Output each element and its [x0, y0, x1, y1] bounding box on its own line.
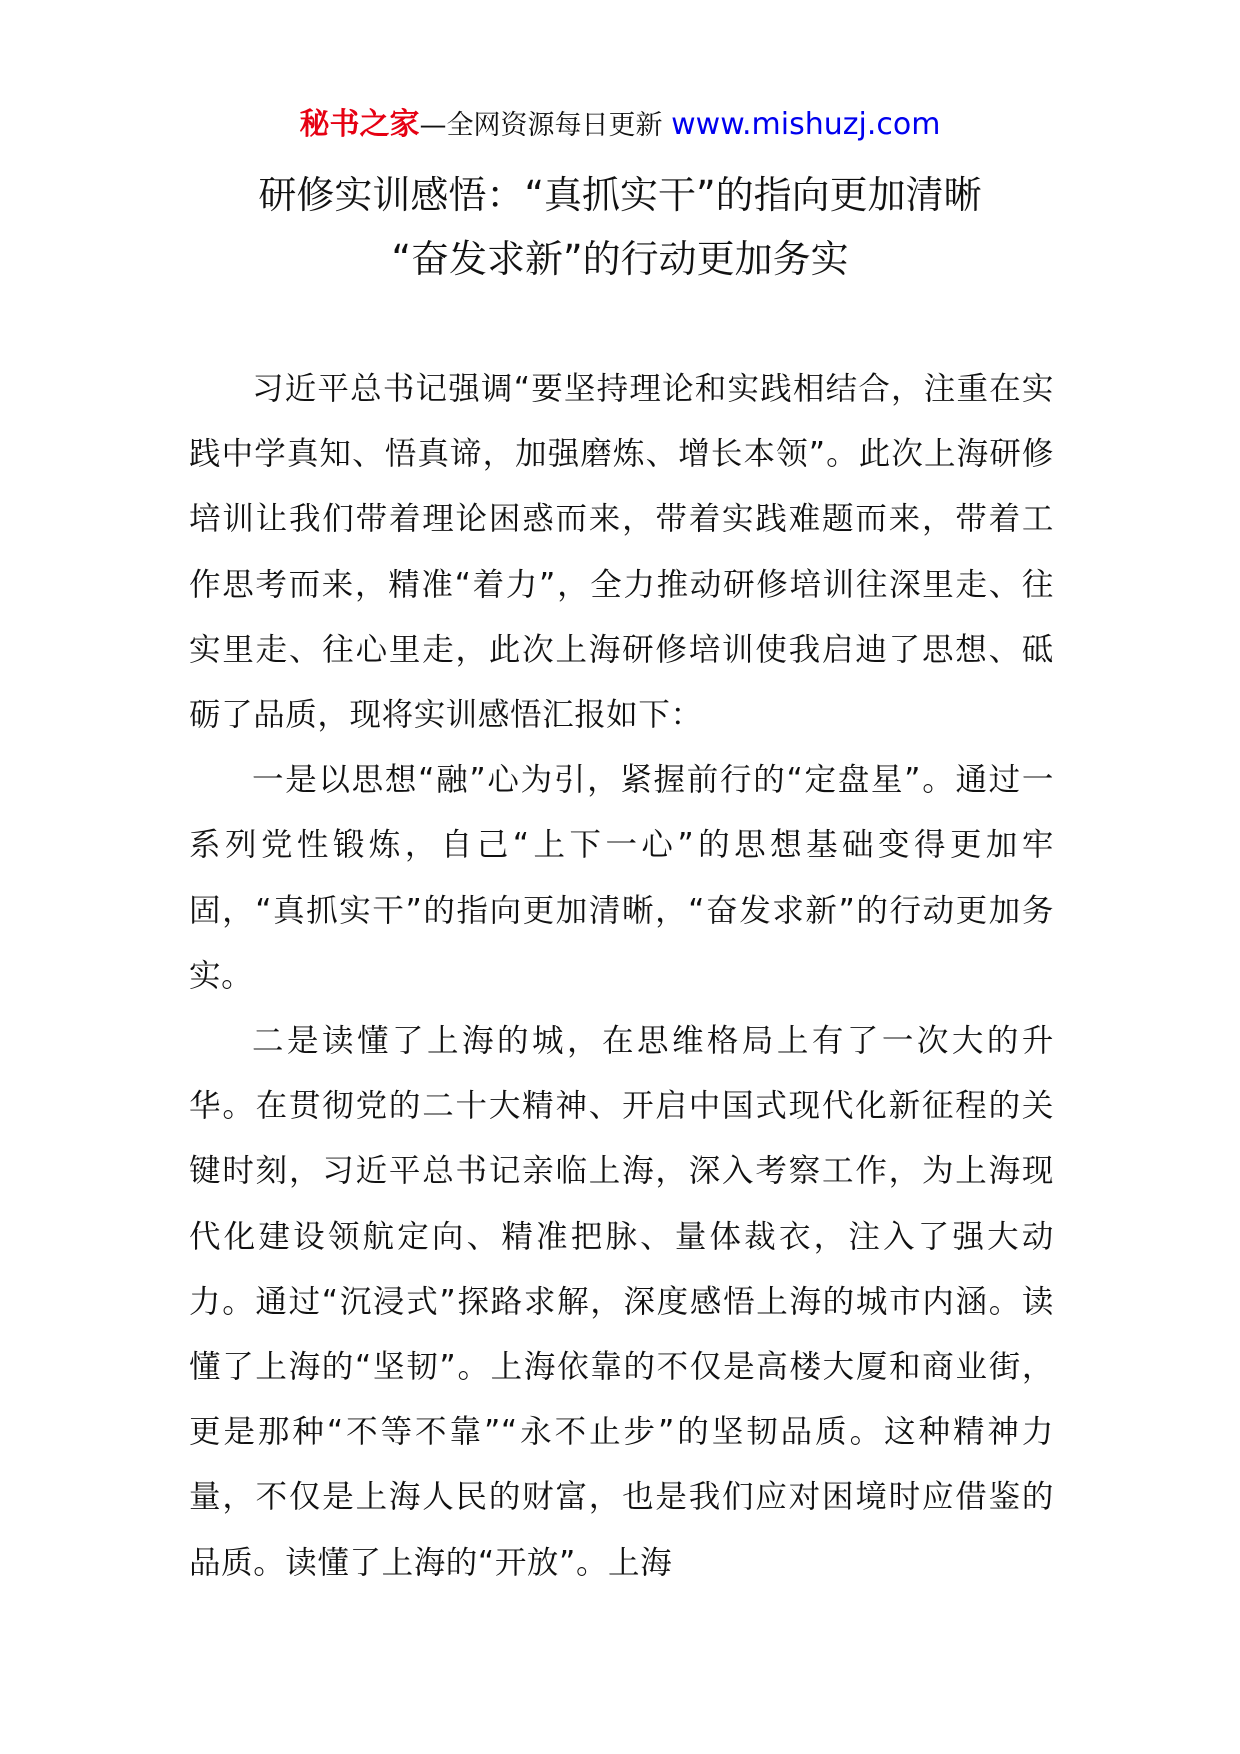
body-paragraph-point-2: 二是读懂了上海的城，在思维格局上有了一次大的升华。在贯彻党的二十大精神、开启中国式现代化新征程的关键时刻，习近平总书记亲临上海，深入考察工作，为上海现代化建设领航定向、精准把脉、量体裁衣，注入了强大动力。通过“沉浸式”探路求解，深度感悟上海的城市内涵。读懂了上海的“坚韧”。上海依靠的不仅是高楼大厦和商业街，更是那种“不等不靠”“永不止步”的坚韧品质。这种精神力量，不仅是上海人民的财富，也是我们应对困境时应借鉴的品质。读懂了上海的“开放”。上海: [189, 1023, 1054, 1581]
title-line-2: “奋发求新”的行动更加务实: [391, 237, 849, 281]
site-url-link[interactable]: www.mishuzj.com: [671, 107, 941, 142]
document-body: [189, 357, 1054, 1596]
title-line-1: 研修实训感悟：“真抓实干”的指向更加清晰: [258, 173, 982, 217]
header-tagline: —全网资源每日更新: [419, 110, 672, 141]
site-header: [0, 100, 1240, 151]
body-paragraph-intro: 习近平总书记强调“要坚持理论和实践相结合，注重在实践中学真知、悟真谛，加强磨炼、增长本领”。此次上海研修培训让我们带着理论困惑而来，带着实践难题而来，带着工作思考而来，精准“着力”，全力推动研修培训往深里走、往实里走、往心里走，此次上海研修培训使我启迪了思想、砥砺了品质，现将实训感悟汇报如下：: [189, 371, 1054, 734]
document-title: [150, 163, 1090, 291]
brand-name: 秘书之家: [299, 107, 420, 142]
body-paragraph-point-1: 一是以思想“融”心为引，紧握前行的“定盘星”。通过一系列党性锻炼，自己“上下一心”的思想基础变得更加牢固，“真抓实干”的指向更加清晰，“奋发求新”的行动更加务实。: [189, 762, 1054, 994]
